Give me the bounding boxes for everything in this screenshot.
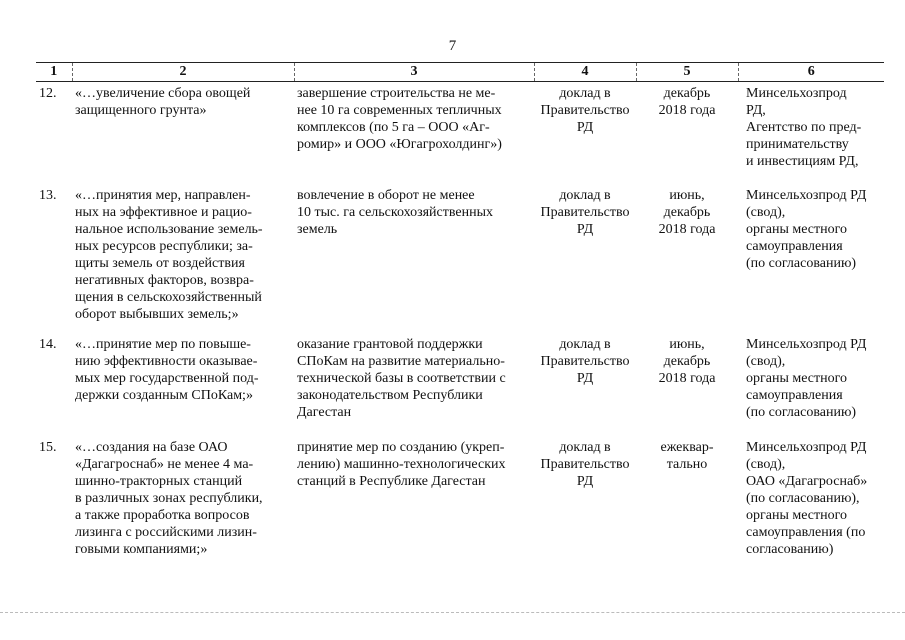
report-form-cell: доклад в Правительство РД xyxy=(540,188,630,237)
measures-table xyxy=(36,62,884,569)
action-cell: оказание грантовой поддержки СПоКам на развитие материально- технической базы в соответствии с законодательством Республики Дагестан xyxy=(297,337,506,420)
table-row xyxy=(36,82,884,185)
responsible-cell: Минсельхозпрод РД (свод), органы местного самоуправления (по согласованию) xyxy=(746,188,867,271)
col-header-2: 2 xyxy=(72,63,294,82)
report-form-cell: доклад в Правительство РД xyxy=(540,86,630,135)
row-number: 14. xyxy=(39,337,57,352)
row-number: 13. xyxy=(39,188,57,203)
header-row xyxy=(36,63,884,82)
table-row xyxy=(36,184,884,333)
goal-cell: «…принятие мер по повыше- нию эффективности оказывае- мых мер государственной под- держки созданным СПоКам;» xyxy=(75,337,259,403)
col-header-3: 3 xyxy=(294,63,534,82)
scan-edge-line xyxy=(0,612,905,613)
goal-cell: «…создания на базе ОАО «Дагагроснаб» не менее 4 ма- шинно-тракторных станций в различных зонах республики, а также проработка вопросов лизинга с российскими лизин- говыми компаниями;» xyxy=(75,440,263,557)
responsible-cell: Минсельхозпрод РД, Агентство по пред- принимательству и инвестициям РД, xyxy=(746,86,862,169)
col-header-1: 1 xyxy=(36,63,72,82)
deadline-cell: июнь, декабрь 2018 года xyxy=(658,337,716,386)
report-form-cell: доклад в Правительство РД xyxy=(540,440,630,489)
action-cell: принятие мер по созданию (укреп- лению) машинно-технологических станций в Республике Дагестан xyxy=(297,440,506,489)
table-row xyxy=(36,436,884,569)
deadline-cell: июнь, декабрь 2018 года xyxy=(658,188,716,237)
col-header-6: 6 xyxy=(738,63,884,82)
row-number: 12. xyxy=(39,86,57,101)
report-form-cell: доклад в Правительство РД xyxy=(540,337,630,386)
responsible-cell: Минсельхозпрод РД (свод), ОАО «Дагагроснаб» (по согласованию), органы местного самоуправления (по согласованию) xyxy=(746,440,868,557)
action-cell: вовлечение в оборот не менее 10 тыс. га сельскохозяйственных земель xyxy=(297,188,494,237)
row-number: 15. xyxy=(39,440,57,455)
page-number: 7 xyxy=(448,38,457,54)
table-row xyxy=(36,333,884,436)
deadline-cell: ежеквар- тально xyxy=(660,440,714,472)
goal-cell: «…увеличение сбора овощей защищенного грунта» xyxy=(75,86,251,118)
deadline-cell: декабрь 2018 года xyxy=(658,86,716,118)
col-header-5: 5 xyxy=(636,63,738,82)
responsible-cell: Минсельхозпрод РД (свод), органы местного самоуправления (по согласованию) xyxy=(746,337,867,420)
action-cell: завершение строительства не ме- нее 10 га современных тепличных комплексов (по 5 га – ООО «Аг- ромир» и ООО «Югагрохолдинг») xyxy=(297,86,502,152)
col-header-4: 4 xyxy=(534,63,636,82)
goal-cell: «…принятия мер, направлен- ных на эффективное и рацио- нальное использование земель- ных ресурсов республики; за- щиты земель от воздействия негативных факторов, возвра- щения в сельскохозяйственный оборот выбывших земель;» xyxy=(75,188,263,322)
